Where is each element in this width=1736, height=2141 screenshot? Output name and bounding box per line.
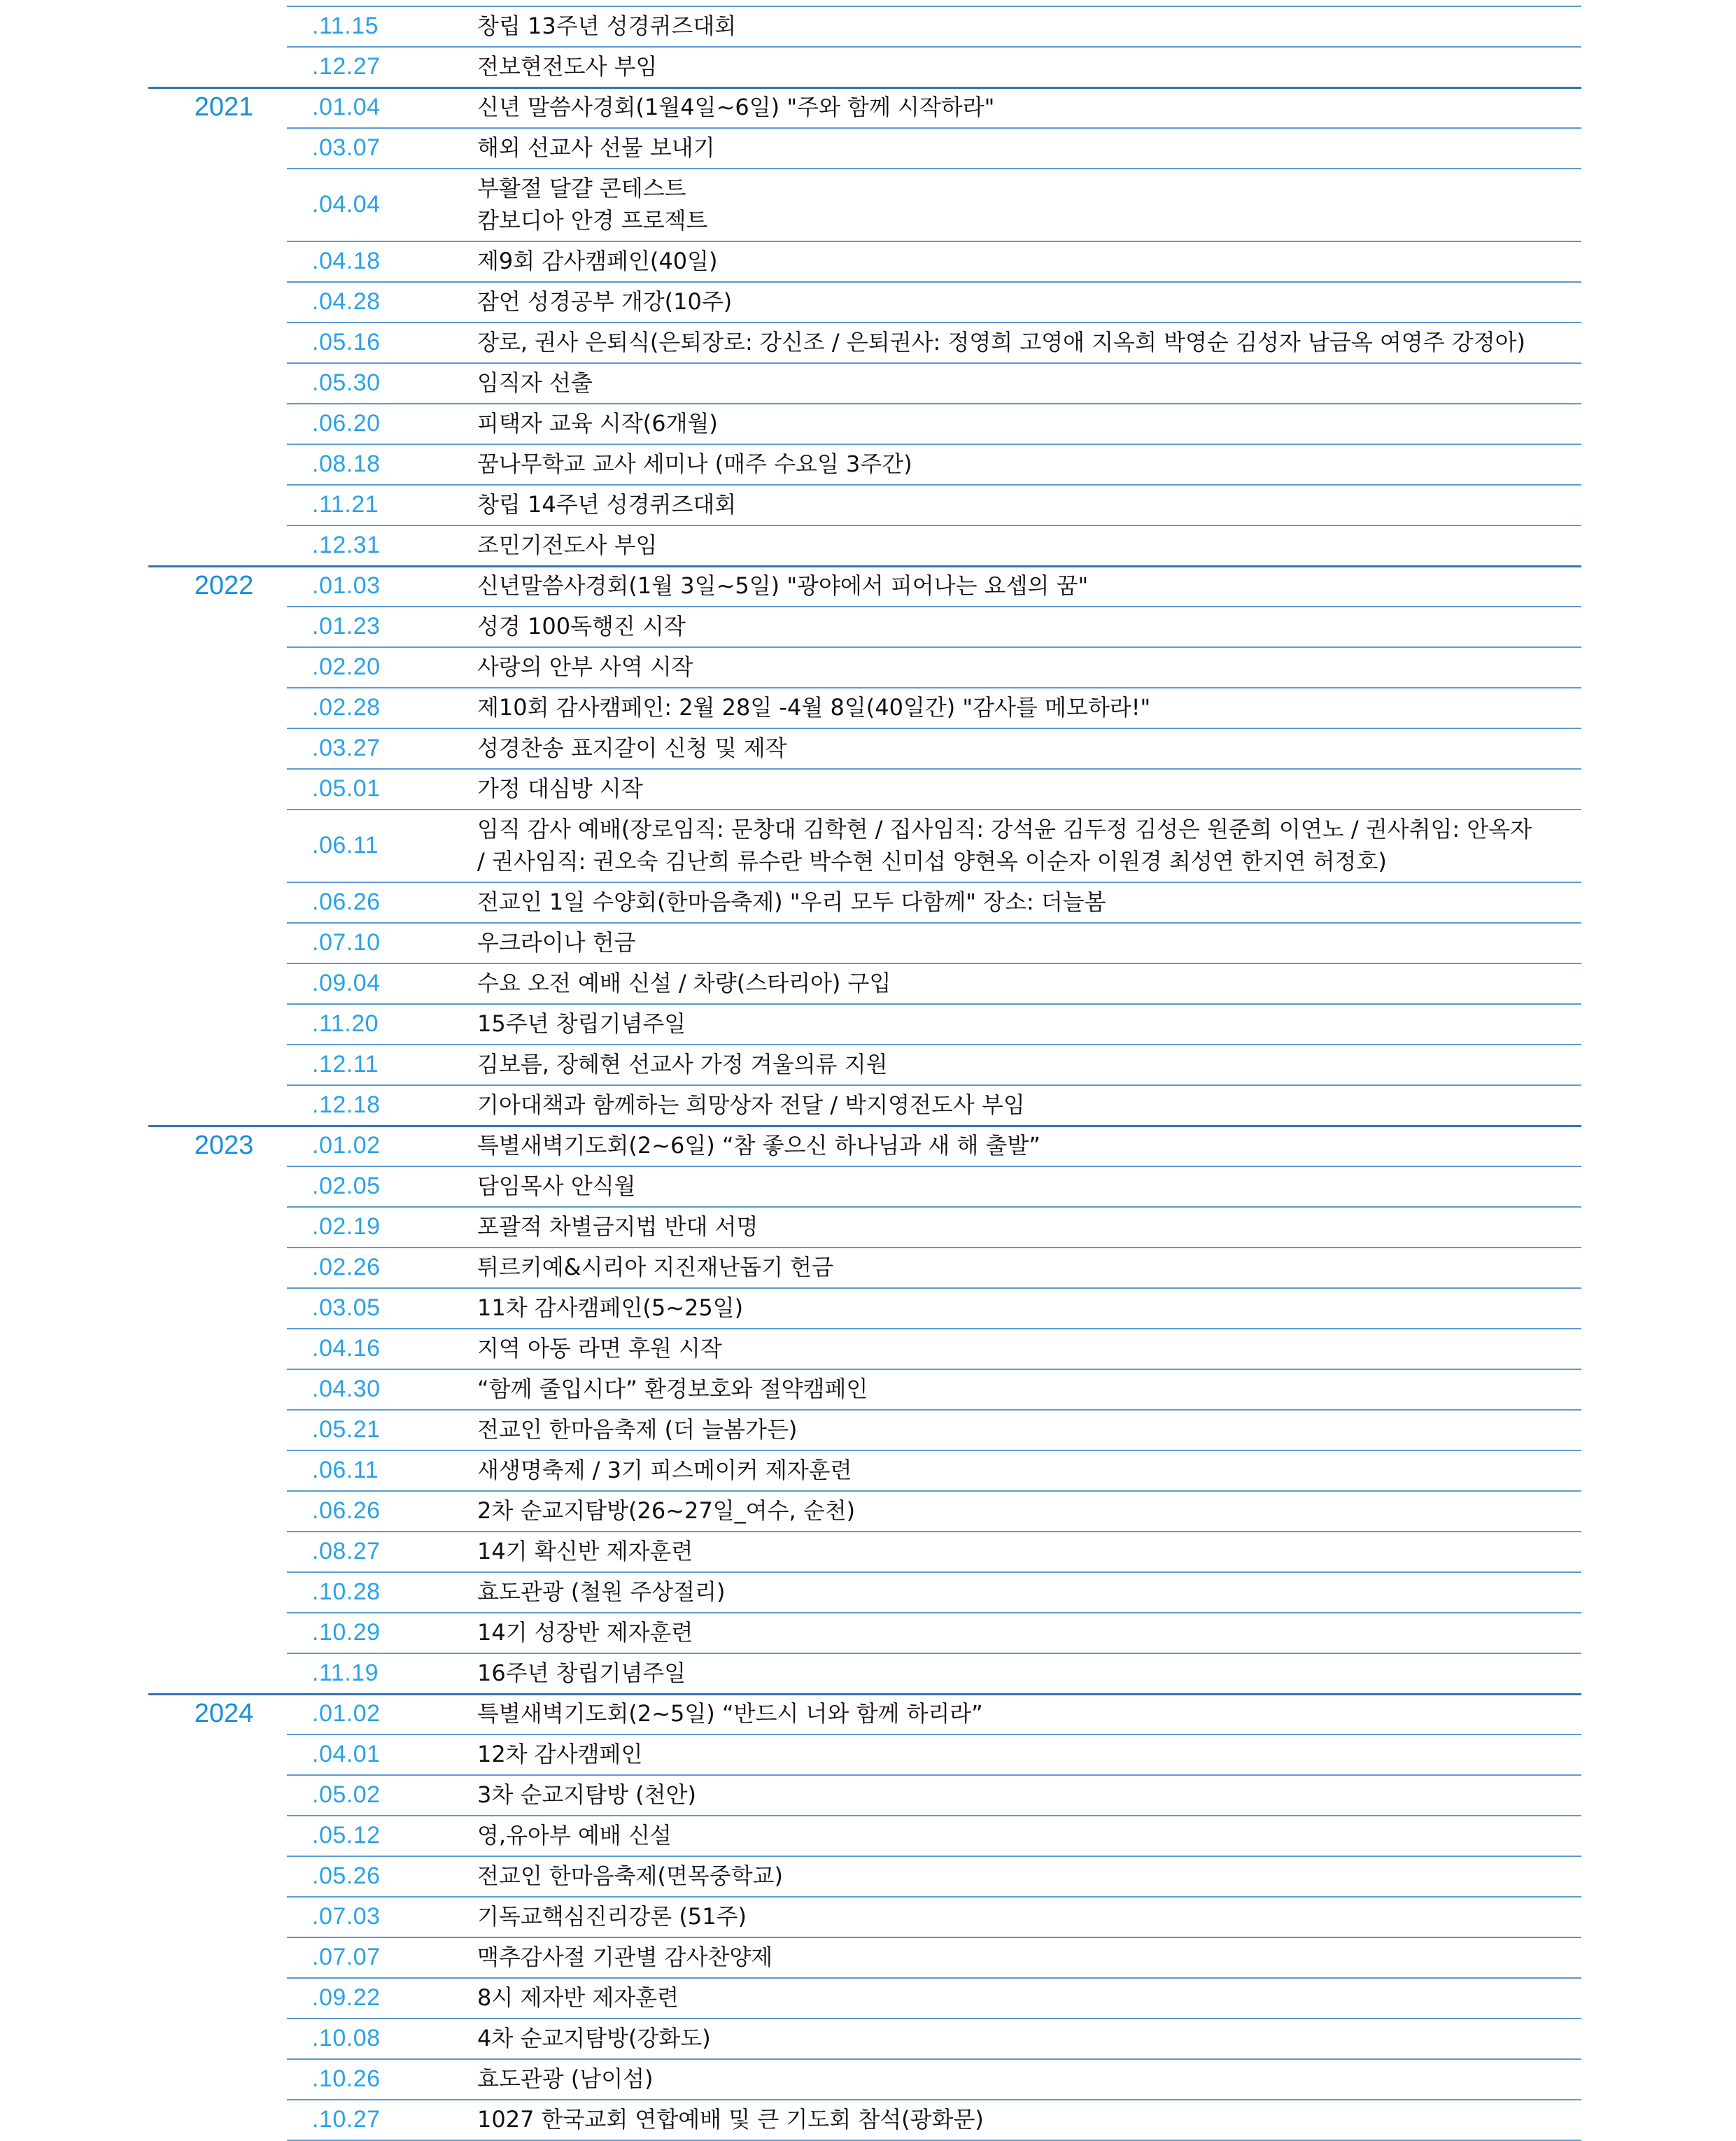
event-date: .12.31: [312, 532, 381, 558]
event-date: .04.16: [312, 1335, 381, 1362]
event-text-line: 영,유아부 예배 신설: [477, 1822, 672, 1849]
event-description: [477, 732, 1569, 764]
event-text-line: 지역 아동 라면 후원 시작: [477, 1335, 722, 1362]
event-text-line: 부활절 달걀 콘테스트: [477, 175, 686, 202]
event-text-line: 장로, 권사 은퇴식(은퇴장로: 강신조 / 은퇴권사: 정영희 고영애 지옥희 박영순 김성자 남금옥 여영주 강정아): [477, 329, 1526, 355]
event-date: .04.18: [312, 248, 381, 274]
event-description: [477, 1129, 1569, 1161]
event-description: [477, 285, 1569, 318]
timeline-row: [0, 2058, 1736, 2099]
event-date: .10.29: [312, 1619, 381, 1646]
event-description: [477, 1251, 1569, 1283]
event-text-line: 신년말씀사경회(1월 3일~5일) "광야에서 피어나는 요셉의 꿈": [477, 572, 1089, 599]
event-description: [477, 245, 1569, 277]
event-text-line: 성경 100독행진 시작: [477, 613, 686, 640]
event-description: [477, 2022, 1569, 2054]
event-description: [477, 172, 1569, 236]
timeline-row: [0, 1003, 1736, 1044]
timeline-row: [0, 728, 1736, 768]
event-date: .01.02: [312, 1132, 381, 1159]
year-label: 2022: [194, 571, 254, 600]
event-date: .02.20: [312, 653, 381, 680]
timeline-row: [0, 1206, 1736, 1247]
event-description: [477, 1373, 1569, 1405]
event-description: [477, 1860, 1569, 1892]
event-text-line: 성경찬송 표지갈이 신청 및 제작: [477, 735, 787, 761]
timeline-row: [0, 646, 1736, 687]
timeline-row: [0, 1125, 1736, 1166]
event-date: .06.26: [312, 889, 381, 915]
event-text-line: 임직 감사 예배(장로임직: 문창대 김학현 / 집사임직: 강석윤 김두정 김성은 원준희 이연노 / 권사취임: 안옥자: [477, 816, 1532, 842]
event-description: [477, 1981, 1569, 2014]
timeline-row: [0, 403, 1736, 444]
event-text-line: 특별새벽기도회(2~5일) “반드시 너와 함께 하리라”: [477, 1700, 983, 1727]
timeline-row: [0, 1571, 1736, 1612]
timeline-row: [0, 1856, 1736, 1896]
event-text-line: 제10회 감사캠페인: 2월 28일 -4월 8일(40일간) "감사를 메모하라!": [477, 694, 1151, 721]
event-text-line: 담임목사 안식월: [477, 1173, 636, 1199]
event-date: .06.11: [312, 1457, 379, 1483]
event-description: [477, 2063, 1569, 2095]
event-description: [477, 1089, 1569, 1121]
timeline-row: [0, 565, 1736, 606]
event-description: [477, 813, 1569, 877]
event-date: .05.26: [312, 1863, 381, 1889]
timeline-row: [0, 362, 1736, 403]
event-date: .09.04: [312, 970, 381, 996]
timeline-row: [0, 1612, 1736, 1653]
event-text-line: 효도관광 (남이섬): [477, 2065, 654, 2092]
event-description: [477, 529, 1569, 561]
event-description: [477, 1413, 1569, 1446]
event-description: [477, 651, 1569, 683]
event-date: .02.19: [312, 1213, 381, 1240]
event-date: .01.04: [312, 94, 381, 120]
event-description: [477, 886, 1569, 918]
timeline-row: [0, 1166, 1736, 1206]
event-date: .11.21: [312, 491, 379, 518]
timeline-row: [0, 1328, 1736, 1369]
event-description: [477, 407, 1569, 439]
event-text-line: 8시 제자반 제자훈련: [477, 1984, 679, 2011]
event-text-line: 조민기전도사 부임: [477, 532, 658, 558]
event-text-line: 우크라이나 헌금: [477, 929, 636, 956]
event-date: .06.26: [312, 1497, 381, 1524]
timeline-row: [0, 46, 1736, 87]
timeline-row: [0, 241, 1736, 281]
event-date: .09.22: [312, 1984, 381, 2011]
event-description: [477, 1454, 1569, 1486]
timeline-row: [0, 484, 1736, 525]
event-text-line: 임직자 선출: [477, 369, 593, 396]
event-description: [477, 1616, 1569, 1648]
timeline-row: [0, 1531, 1736, 1571]
event-date: .01.23: [312, 613, 381, 640]
event-description: [477, 10, 1569, 42]
event-text-line: 새생명축제 / 3기 피스메이커 제자훈련: [477, 1457, 852, 1483]
event-description: [477, 488, 1569, 521]
event-text-line: 14기 확신반 제자훈련: [477, 1538, 693, 1564]
timeline-row: [0, 2099, 1736, 2140]
event-text-line: 특별새벽기도회(2~6일) “참 좋으신 하나님과 새 해 출발”: [477, 1132, 1040, 1159]
event-description: [477, 326, 1569, 358]
timeline-row: [0, 1409, 1736, 1450]
event-description: [477, 50, 1569, 83]
event-date: .10.26: [312, 2065, 381, 2092]
event-text-line: 창립 14주년 성경퀴즈대회: [477, 491, 737, 518]
timeline-row: [0, 127, 1736, 168]
event-description: [477, 91, 1569, 123]
timeline-row: [0, 444, 1736, 484]
event-text-line: 11차 감사캠페인(5~25일): [477, 1294, 744, 1321]
event-date: .05.16: [312, 329, 381, 355]
timeline-row: [0, 1369, 1736, 1409]
timeline-row: [0, 1450, 1736, 1490]
timeline-row: [0, 922, 1736, 963]
event-description: [477, 691, 1569, 723]
event-description: [477, 1332, 1569, 1364]
timeline-row: [0, 1896, 1736, 1937]
event-text-line: 맥추감사절 기관별 감사찬양제: [477, 1944, 773, 1970]
timeline-row: [0, 525, 1736, 565]
timeline-row: [0, 809, 1736, 882]
event-text-line: 전교인 1일 수양회(한마음축제) "우리 모두 다함께" 장소: 더늘봄: [477, 889, 1106, 915]
timeline-row: [0, 1044, 1736, 1084]
event-date: .11.15: [312, 13, 379, 39]
event-date: .01.03: [312, 572, 381, 599]
event-date: .07.03: [312, 1903, 381, 1930]
event-text-line: 전교인 한마음축제(면목중학교): [477, 1863, 783, 1889]
event-date: .02.26: [312, 1254, 381, 1280]
event-text-line: 김보름, 장혜현 선교사 가정 겨울의류 지원: [477, 1051, 888, 1077]
event-date: .05.21: [312, 1416, 381, 1443]
event-date: .10.08: [312, 2025, 381, 2051]
event-text-line: 전교인 한마음축제 (더 늘봄가든): [477, 1416, 798, 1443]
timeline-row: [0, 1937, 1736, 1977]
timeline-row: [0, 768, 1736, 809]
timeline-row: [0, 606, 1736, 646]
event-text-line: 1027 한국교회 연합예배 및 큰 기도회 참석(광화문): [477, 2106, 984, 2133]
event-text-line: 꿈나무학교 교사 세미나 (매주 수요일 3주간): [477, 451, 912, 477]
event-date: .04.28: [312, 288, 381, 315]
event-description: [477, 1535, 1569, 1567]
event-date: .01.02: [312, 1700, 381, 1727]
event-text-line: 잠언 성경공부 개강(10주): [477, 288, 733, 315]
event-description: [477, 1292, 1569, 1324]
event-description: [477, 1779, 1569, 1811]
year-label: 2021: [194, 92, 254, 122]
event-date: .10.28: [312, 1578, 381, 1605]
timeline-row: [0, 1490, 1736, 1531]
timeline-row: [0, 1693, 1736, 1734]
event-text-line: 캄보디아 안경 프로젝트: [477, 207, 708, 234]
event-date: .02.28: [312, 694, 381, 721]
event-description: [477, 1495, 1569, 1527]
event-description: [477, 1941, 1569, 1973]
timeline-row: [0, 1815, 1736, 1856]
event-description: [477, 1900, 1569, 1932]
event-date: .03.27: [312, 735, 381, 761]
event-date: .12.18: [312, 1091, 381, 1118]
timeline-row: [0, 1247, 1736, 1287]
event-date: .06.20: [312, 410, 381, 437]
event-date: .06.11: [312, 832, 379, 858]
timeline-row: [0, 168, 1736, 241]
event-description: [477, 1657, 1569, 1689]
event-date: .04.04: [312, 191, 381, 218]
event-description: [477, 2103, 1569, 2135]
event-description: [477, 967, 1569, 999]
event-text-line: 15주년 창립기념주일: [477, 1010, 686, 1037]
event-date: .12.27: [312, 53, 381, 80]
event-date: .05.02: [312, 1781, 381, 1808]
event-date: .05.01: [312, 775, 381, 802]
event-text-line: 12차 감사캠페인: [477, 1741, 643, 1767]
event-text-line: 창립 13주년 성경퀴즈대회: [477, 13, 737, 39]
event-text-line: 수요 오전 예배 신설 / 차량(스타리아) 구입: [477, 970, 891, 996]
timeline-row: [0, 6, 1736, 46]
event-text-line: 사랑의 안부 사역 시작: [477, 653, 693, 680]
event-description: [477, 926, 1569, 959]
event-description: [477, 570, 1569, 602]
event-date: .07.07: [312, 1944, 381, 1970]
event-description: [477, 1008, 1569, 1040]
timeline-row: [0, 2018, 1736, 2058]
event-description: [477, 1576, 1569, 1608]
event-description: [477, 1210, 1569, 1243]
event-text-line: 기아대책과 함께하는 희망상자 전달 / 박지영전도사 부임: [477, 1091, 1025, 1118]
event-date: .11.19: [312, 1660, 379, 1686]
timeline-row: [0, 322, 1736, 362]
year-label: 2023: [194, 1131, 254, 1160]
timeline-row: [0, 1084, 1736, 1125]
event-date: .04.01: [312, 1741, 381, 1767]
event-date: .07.10: [312, 929, 381, 956]
event-text-line: 14기 성장반 제자훈련: [477, 1619, 693, 1646]
timeline-row: [0, 1287, 1736, 1328]
event-text-line: 제9회 감사캠페인(40일): [477, 248, 718, 274]
event-text-line: 3차 순교지탐방 (천안): [477, 1781, 696, 1808]
event-text-line: 기독교핵심진리강론 (51주): [477, 1903, 747, 1930]
event-date: .10.27: [312, 2106, 381, 2133]
event-description: [477, 132, 1569, 164]
event-text-line: 가정 대심방 시작: [477, 775, 643, 802]
event-text-line: / 권사임직: 권오숙 김난희 류수란 박수현 신미섭 양현옥 이순자 이원경 최성연 한지연 허정호): [477, 848, 1387, 875]
event-description: [477, 1170, 1569, 1202]
event-date: .04.30: [312, 1376, 381, 1402]
event-text-line: 4차 순교지탐방(강화도): [477, 2025, 711, 2051]
event-text-line: 피택자 교육 시작(6개월): [477, 410, 718, 437]
event-date: .08.18: [312, 451, 381, 477]
event-description: [477, 367, 1569, 399]
timeline-row: [0, 87, 1736, 127]
event-description: [477, 1697, 1569, 1730]
timeline-row: [0, 963, 1736, 1003]
event-date: .03.05: [312, 1294, 381, 1321]
event-date: .08.27: [312, 1538, 381, 1564]
event-text-line: 튀르키예&시리아 지진재난돕기 헌금: [477, 1254, 833, 1280]
event-text-line: 2차 순교지탐방(26~27일_여수, 순천): [477, 1497, 856, 1524]
timeline-row: [0, 687, 1736, 728]
event-text-line: 16주년 창립기념주일: [477, 1660, 686, 1686]
event-text-line: “함께 줄입시다” 환경보호와 절약캠페인: [477, 1376, 868, 1402]
event-date: .05.12: [312, 1822, 381, 1849]
event-description: [477, 610, 1569, 642]
event-date: .11.20: [312, 1010, 379, 1037]
event-description: [477, 772, 1569, 805]
event-date: .02.05: [312, 1173, 381, 1199]
timeline-row: [0, 1653, 1736, 1693]
timeline-row: [0, 1734, 1736, 1774]
event-description: [477, 448, 1569, 480]
timeline-row: [0, 1977, 1736, 2018]
event-description: [477, 1048, 1569, 1080]
timeline-row: [0, 882, 1736, 922]
event-description: [477, 1738, 1569, 1770]
year-label: 2024: [194, 1699, 254, 1728]
event-text-line: 포괄적 차별금지법 반대 서명: [477, 1213, 758, 1240]
event-date: .05.30: [312, 369, 381, 396]
event-text-line: 효도관광 (철원 주상절리): [477, 1578, 726, 1605]
event-text-line: 해외 선교사 선물 보내기: [477, 134, 715, 161]
event-date: .12.11: [312, 1051, 379, 1077]
timeline-row: [0, 281, 1736, 322]
event-date: .03.07: [312, 134, 381, 161]
event-text-line: 전보현전도사 부임: [477, 53, 658, 80]
event-text-line: 신년 말씀사경회(1월4일~6일) "주와 함께 시작하라": [477, 94, 995, 120]
timeline-row: [0, 1774, 1736, 1815]
event-description: [477, 1819, 1569, 1851]
